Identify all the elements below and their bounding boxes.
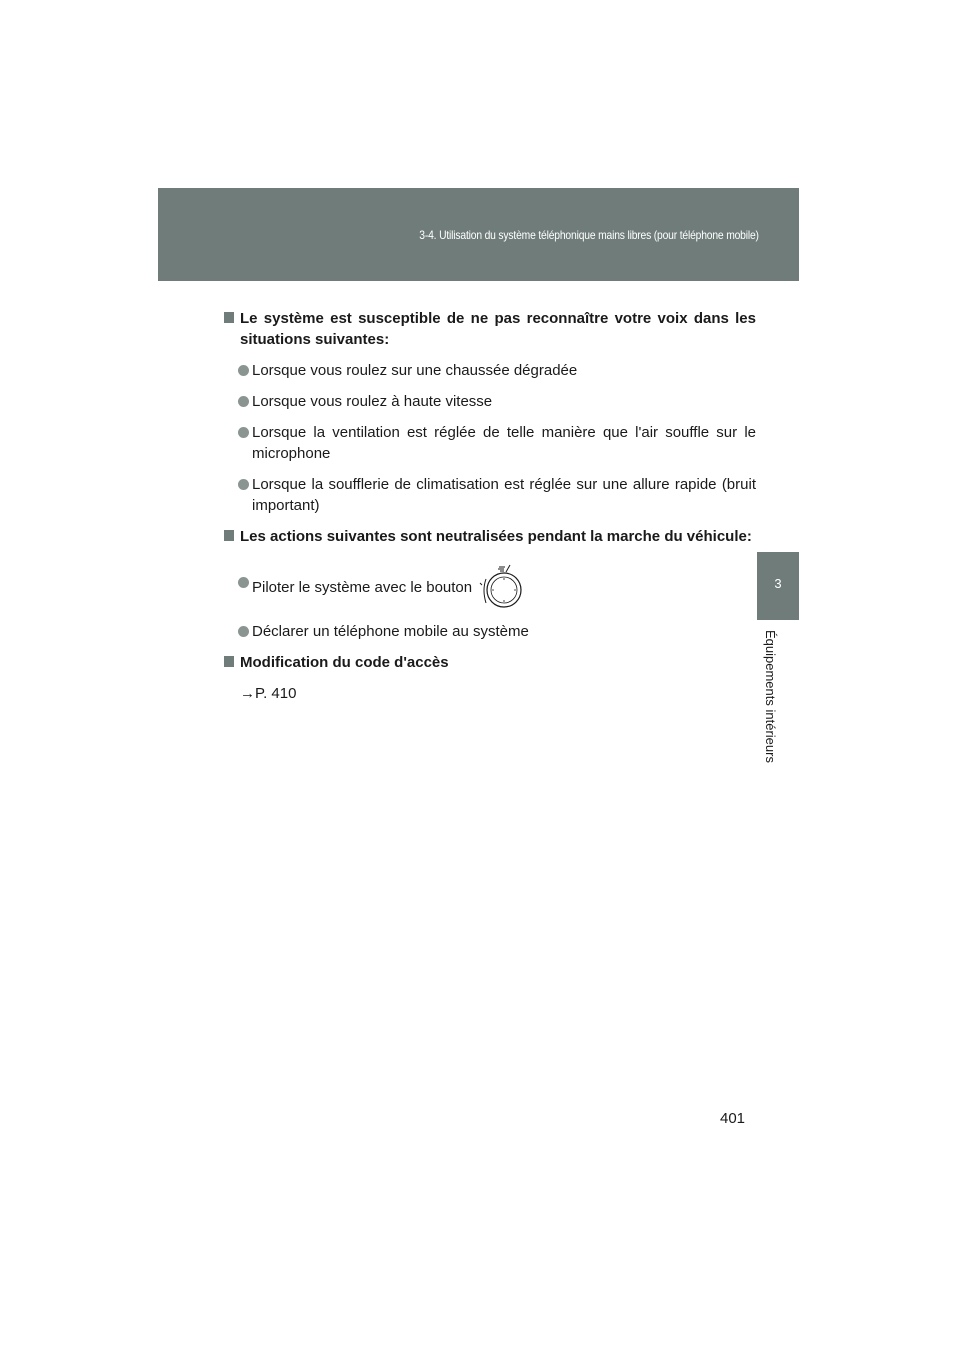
circle-bullet-icon [238, 365, 249, 376]
chapter-number: 3 [774, 576, 782, 591]
chapter-tab [757, 552, 799, 620]
list-item: Déclarer un téléphone mobile au système [224, 621, 756, 642]
list-item: Lorsque vous roulez sur une chaussée dégradée [224, 360, 756, 381]
section-heading: Le système est susceptible de ne pas reconnaître votre voix dans les situations suivantes: [224, 308, 756, 350]
section-title: 3-4. Utilisation du système téléphonique mains libres (pour téléphone mobile) [419, 228, 759, 242]
page-number: 401 [720, 1110, 746, 1127]
circle-bullet-icon [238, 479, 249, 490]
section-heading: Modification du code d'accès [224, 652, 756, 673]
section-heading: Les actions suivantes sont neutralisées pendant la marche du véhicule: [224, 526, 756, 547]
list-item: Lorsque vous roulez à haute vitesse [224, 391, 756, 412]
circle-bullet-icon [238, 626, 249, 637]
circle-bullet-icon [238, 396, 249, 407]
chapter-label: Équipements intérieurs [763, 630, 778, 763]
square-bullet-icon [224, 656, 234, 667]
circle-bullet-icon [238, 577, 249, 588]
list-item: Lorsque la soufflerie de climatisation est réglée sur une allure rapide (bruit important) [224, 474, 756, 516]
header-band [158, 188, 799, 281]
talk-switch-knob-icon [476, 563, 524, 611]
circle-bullet-icon [238, 427, 249, 438]
square-bullet-icon [224, 530, 234, 541]
list-item: Lorsque la ventilation est réglée de telle manière que l'air souffle sur le microphone [224, 422, 756, 464]
page-reference[interactable]: →P. 410 [240, 685, 297, 702]
page-content [224, 308, 756, 704]
list-item: Piloter le système avec le bouton [224, 563, 756, 611]
square-bullet-icon [224, 312, 234, 323]
